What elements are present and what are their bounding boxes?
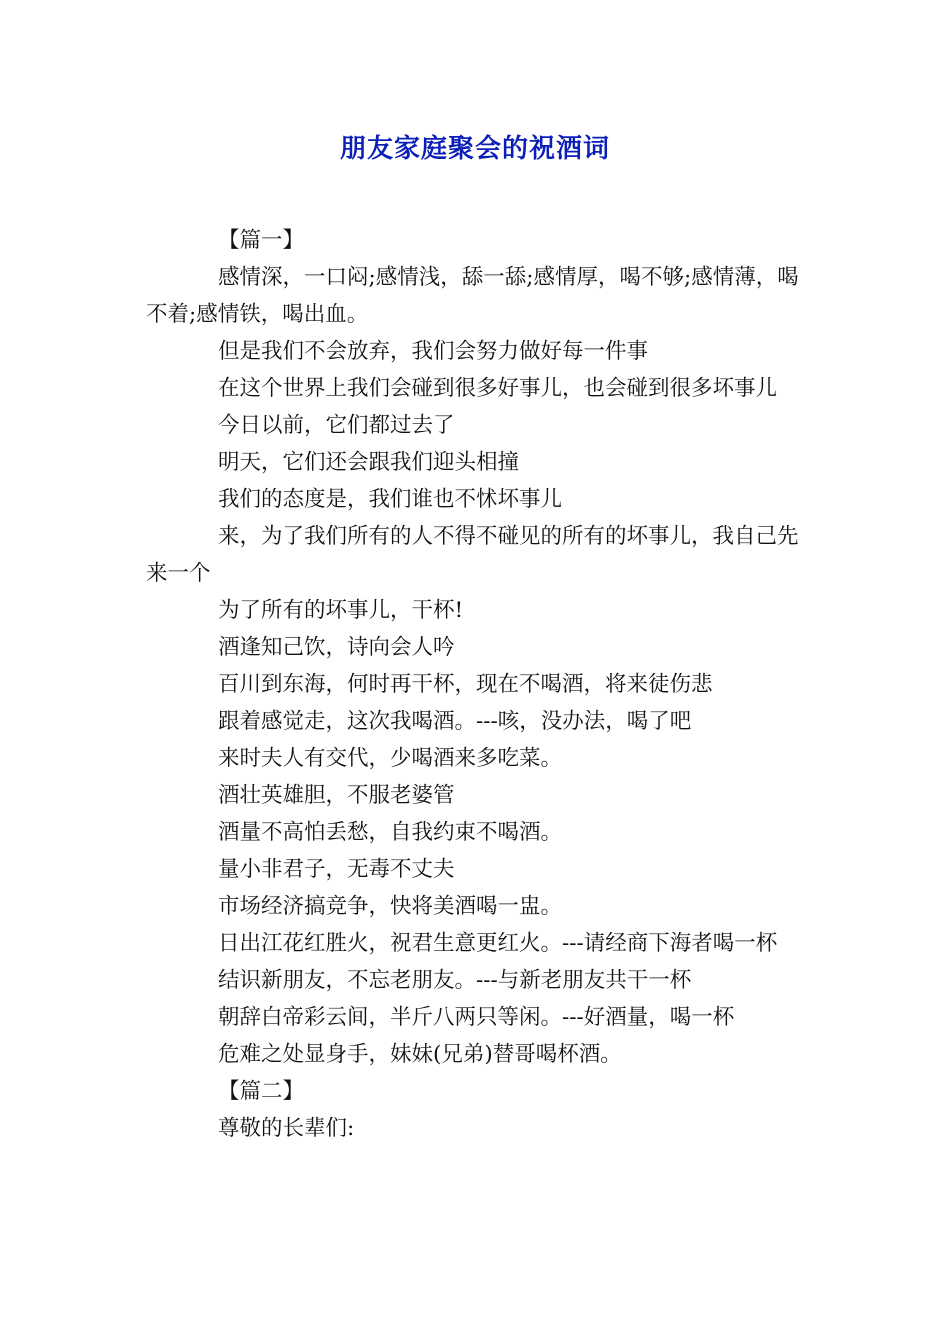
section-heading-2: 【篇二】 [218, 1079, 305, 1104]
paragraph: 市场经济搞竞争，快将美酒喝一盅。 [218, 894, 563, 919]
page-title: 朋友家庭聚会的祝酒词 [339, 134, 610, 164]
paragraph: 危难之处显身手，妹妹(兄弟)替哥喝杯酒。 [218, 1042, 622, 1067]
paragraph: 但是我们不会放弃，我们会努力做好每一件事 [218, 339, 649, 364]
paragraph: 来，为了我们所有的人不得不碰见的所有的坏事儿，我自己先来一个 [146, 524, 799, 586]
document-body [146, 222, 806, 1147]
paragraph: 感情深，一口闷;感情浅，舔一舔;感情厚，喝不够;感情薄，喝不着;感情铁，喝出血。 [146, 265, 799, 327]
section-heading-1: 【篇一】 [218, 228, 305, 253]
paragraph: 酒量不高怕丢愁，自我约束不喝酒。 [218, 820, 563, 845]
paragraph: 在这个世界上我们会碰到很多好事儿，也会碰到很多坏事儿 [218, 376, 778, 401]
paragraph: 酒逢知己饮，诗向会人吟 [218, 635, 455, 660]
paragraph: 朝辞白帝彩云间，半斤八两只等闲。---好酒量，喝一杯 [218, 1005, 735, 1030]
paragraph: 明天，它们还会跟我们迎头相撞 [218, 450, 520, 475]
paragraph: 我们的态度是，我们谁也不怵坏事儿 [218, 487, 563, 512]
paragraph: 结识新朋友，不忘老朋友。---与新老朋友共干一杯 [218, 968, 692, 993]
paragraph: 量小非君子，无毒不丈夫 [218, 857, 455, 882]
paragraph: 百川到东海，何时再干杯，现在不喝酒，将来徒伤悲 [218, 672, 713, 697]
paragraph: 今日以前，它们都过去了 [218, 413, 455, 438]
paragraph: 酒壮英雄胆，不服老婆管 [218, 783, 455, 808]
paragraph: 跟着感觉走，这次我喝酒。---咳，没办法，喝了吧 [218, 709, 692, 734]
paragraph: 尊敬的长辈们: [218, 1116, 355, 1141]
paragraph: 来时夫人有交代，少喝酒来多吃菜。 [218, 746, 563, 771]
paragraph: 日出江花红胜火，祝君生意更红火。---请经商下海者喝一杯 [218, 931, 778, 956]
paragraph: 为了所有的坏事儿，干杯! [218, 598, 464, 623]
